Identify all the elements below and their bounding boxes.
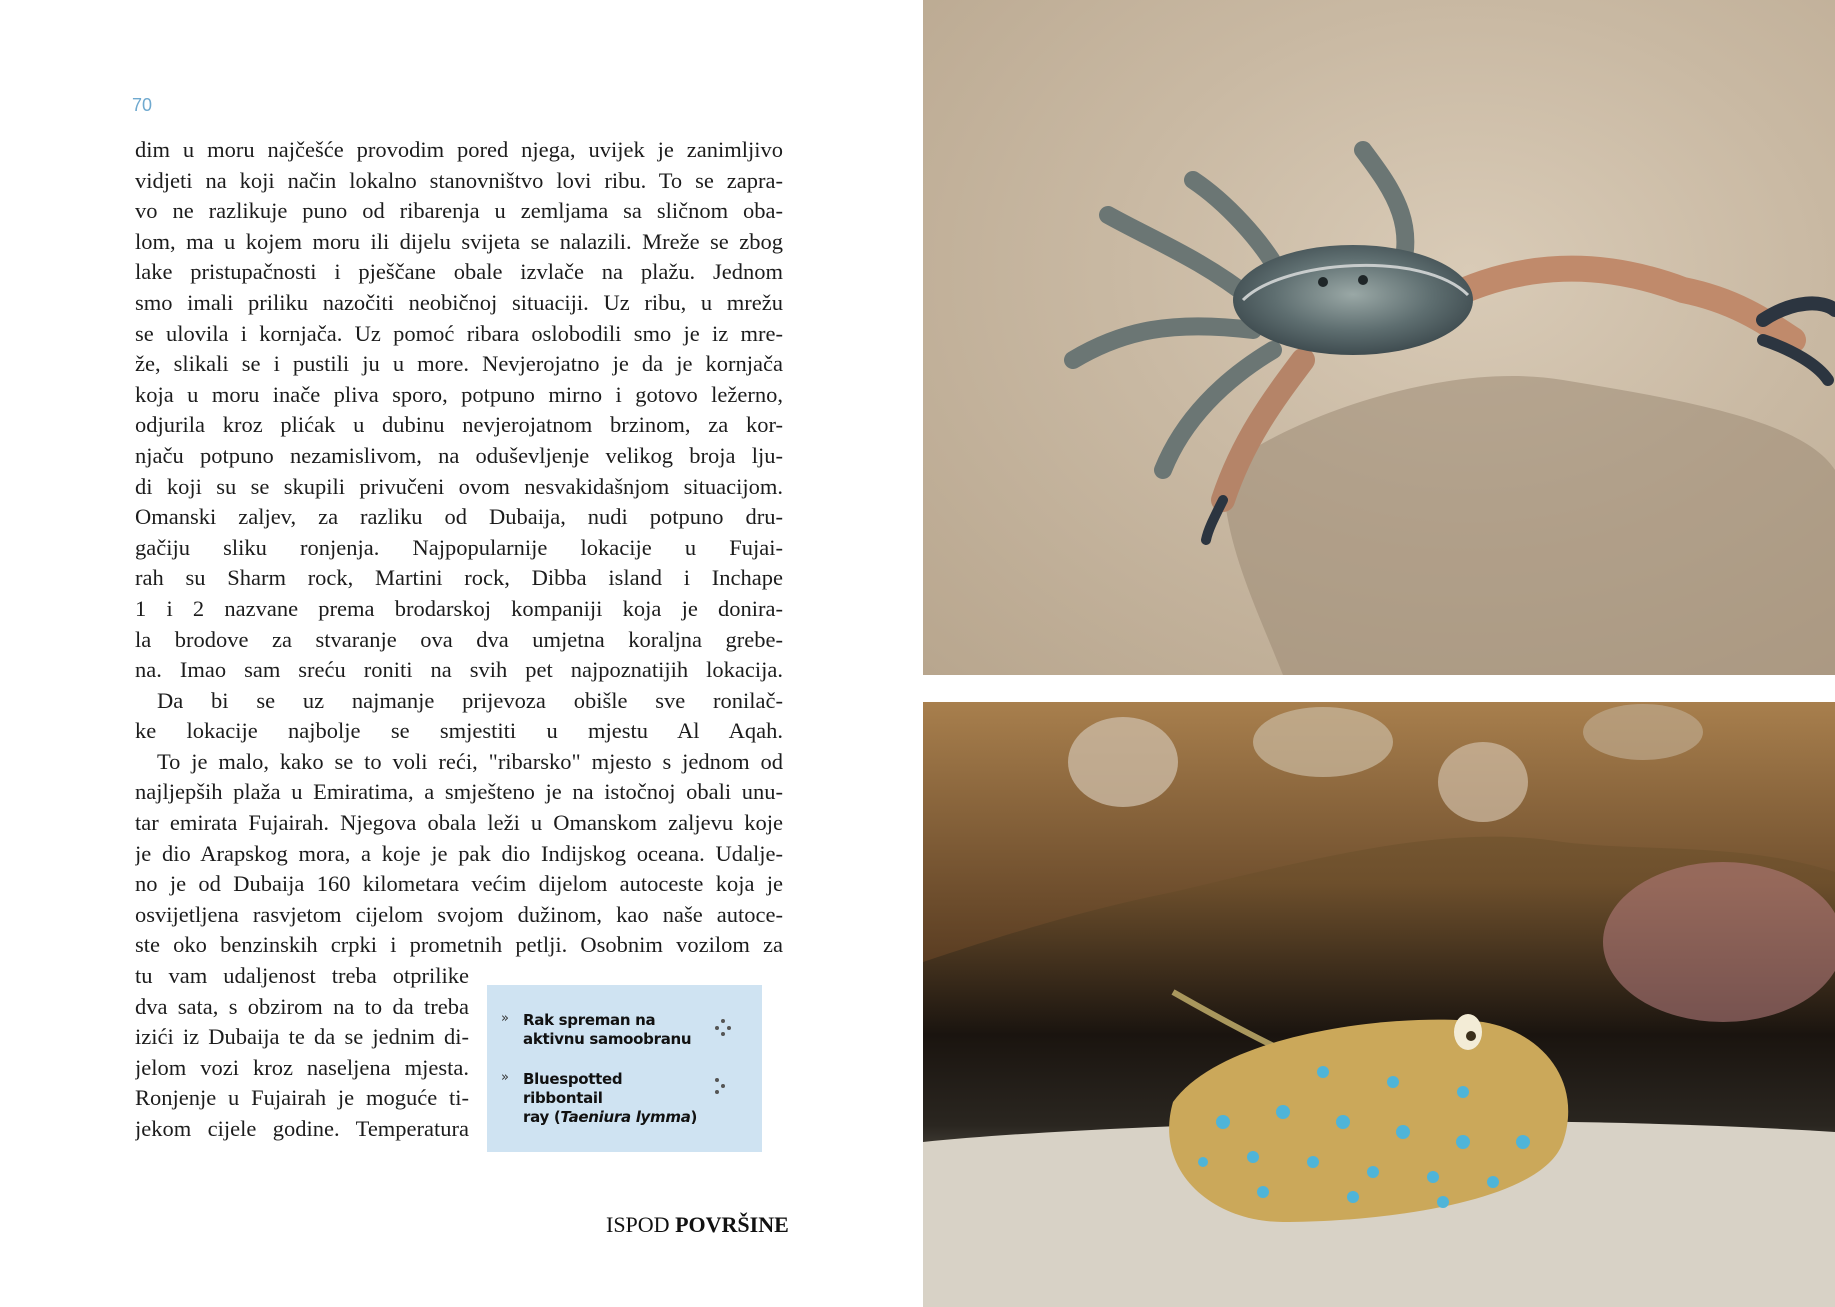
stingray-photo <box>923 702 1835 1307</box>
body-line: najljepših plaža u Emiratima, a smješteno je na istočnoj obali unu- <box>135 779 783 805</box>
body-line: vo ne razlikuje puno od ribarenja u zemljama sa sličnom oba- <box>135 198 783 224</box>
body-line: že, slikali se i pustili ju u more. Nevjerojatno je da je kornjača <box>135 351 783 377</box>
body-line: la brodove za stvaranje ova dva umjetna koraljna grebe- <box>135 626 783 652</box>
footer-bold: POVRŠINE <box>675 1212 789 1237</box>
dots-pointer-icon <box>715 1019 731 1035</box>
body-line: izići iz Dubaija te da se jednim di- <box>135 1024 469 1050</box>
body-line: osvijetljena rasvjetom cijelom svojom dužinom, kao naše autoce- <box>135 901 783 927</box>
body-line: Da bi se uz najmanje prijevoza obišle sve ronilač- <box>157 687 783 713</box>
body-line: di koji su se skupili privučeni ovom nesvakidašnjom situacijom. <box>135 473 783 499</box>
body-line: lom, ma u kojem moru ili dijelu svijeta se nalazili. Mreže se zbog <box>135 228 783 254</box>
footer-regular: ISPOD <box>606 1212 676 1237</box>
chevron-right-icon: » <box>501 1011 509 1026</box>
dots-pointer-icon <box>715 1078 731 1094</box>
caption-line: Rak spreman na <box>523 1011 656 1029</box>
body-line: odjurila kroz plićak u dubinu nevjerojatnom brzinom, za kor- <box>135 412 783 438</box>
body-line: rah su Sharm rock, Martini rock, Dibba island i Inchape <box>135 565 783 591</box>
caption-line: aktivnu samoobranu <box>523 1030 692 1048</box>
body-line: ste oko benzinskih crpki i prometnih petlji. Osobnim vozilom za <box>135 932 783 958</box>
caption-box: » Rak spreman na aktivnu samoobranu » Bluespotted ribbontail ray (Taeniura lymma) <box>487 985 762 1152</box>
chevron-right-icon: » <box>501 1070 509 1085</box>
body-line: To je malo, kako se to voli reći, "ribarsko" mjesto s jednom od <box>157 748 783 774</box>
body-line: jekom cijele godine. Temperatura <box>135 1116 469 1141</box>
body-line: njaču potpuno nezamislivom, na oduševljenje velikog broja lju- <box>135 442 783 468</box>
stingray-illustration <box>923 702 1835 1307</box>
caption-line: Bluespotted ribbontail <box>523 1070 623 1107</box>
body-line: dim u moru najčešće provodim pored njega, uvijek je zanimljivo <box>135 137 783 162</box>
body-line: dva sata, s obzirom na to da treba <box>135 993 469 1019</box>
body-line: tu vam udaljenost treba otprilike <box>135 963 469 989</box>
body-line: Omanski zaljev, za razliku od Dubaija, nudi potpuno dru- <box>135 504 783 530</box>
caption-species-name: Taeniura lymma <box>560 1108 691 1126</box>
body-line: lake pristupačnosti i pješčane obale izvlače na plažu. Jednom <box>135 259 783 285</box>
page-number: 70 <box>132 95 153 115</box>
crab-illustration <box>923 0 1835 675</box>
body-line: na. Imao sam sreću roniti na svih pet najpoznatijih lokacija. <box>135 657 783 683</box>
body-line: vidjeti na koji način lokalno stanovništvo lovi ribu. To se zapra- <box>135 167 783 193</box>
body-line: tar emirata Fujairah. Njegova obala leži u Omanskom zaljevu koje <box>135 810 783 836</box>
body-line: Ronjenje u Fujairah je moguće ti- <box>135 1085 469 1111</box>
body-line: jelom vozi kroz naseljena mjesta. <box>135 1054 469 1080</box>
body-line: se ulovila i kornjača. Uz pomoć ribara oslobodili smo je iz mre- <box>135 320 783 346</box>
body-line: gačiju sliku ronjenja. Najpopularnije lokacije u Fujai- <box>135 534 783 560</box>
body-line: no je od Dubaija 160 kilometara većim dijelom autoceste koja je <box>135 871 783 897</box>
body-line: smo imali priliku nazočiti neobičnoj situaciji. Uz ribu, u mrežu <box>135 289 783 315</box>
caption-line: ray ( <box>523 1108 561 1126</box>
body-line: ke lokacije najbolje se smjestiti u mjestu Al Aqah. <box>135 718 783 744</box>
body-line: je dio Arapskog mora, a koje je pak dio Indijskog oceana. Udalje- <box>135 840 783 866</box>
crab-photo <box>923 0 1835 675</box>
section-footer <box>606 1212 789 1238</box>
body-line: 1 i 2 nazvane prema brodarskoj kompaniji koja je donira- <box>135 595 783 621</box>
body-line: koja u moru inače pliva sporo, potpuno mirno i gotovo ležerno, <box>135 381 783 407</box>
